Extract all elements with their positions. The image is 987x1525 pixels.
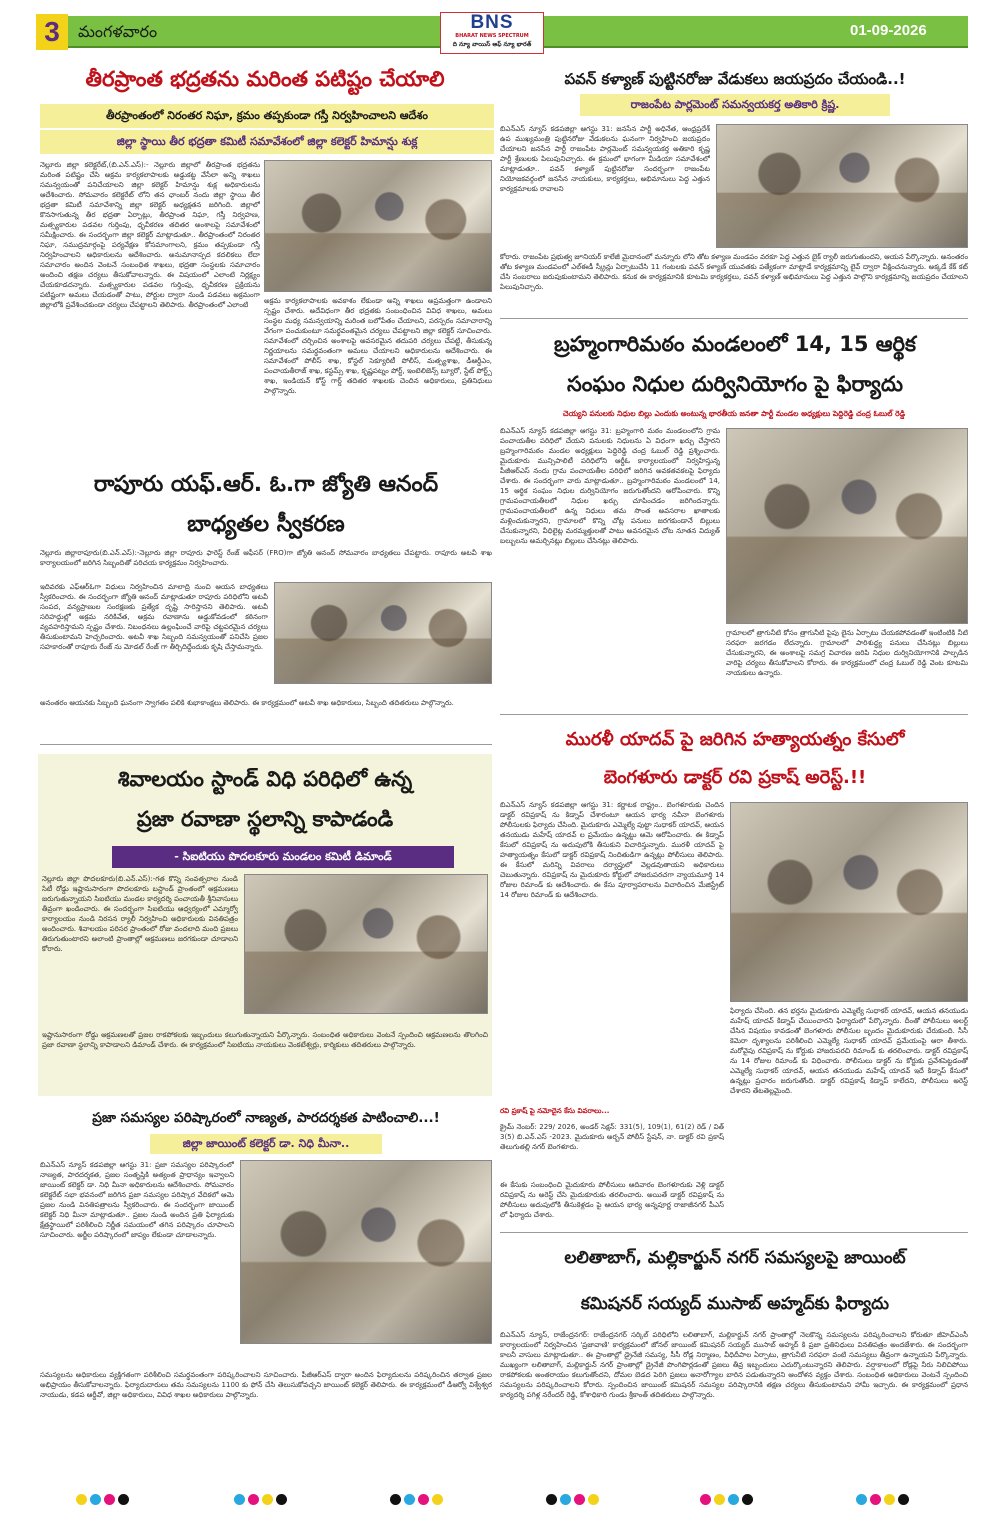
coastal-headline: తీరప్రాంత భద్రతను మరింత పటిష్టం చేయాలి bbox=[85, 67, 445, 91]
coastal-col1: నెల్లూరు జిల్లా కలెక్టరేట్,(బి.ఎన్.ఎస్):- నెల్లూరు జిల్లాలో తీరప్రాంత భద్రతను మరింత పటిష్టం చేసి అక్రమ కార్యకలాపాలకు అడ్డుకట్ట వేసేలా అన్ని శాఖలు సమన్వయంతో పనిచేయాలని జిల్లా కలెక్టర్ హిమాన్షు శుక్ల అధికారులను ఆదేశించారు. సోమవారం కలెక్టరేట్ లోని తన ఛాంబర్ నందు జిల్లా స్థాయి తీర భద్రతా కమిటీ సమావేశాన్ని జిల్లా కలెక్టర్ అధ్యక్షతన జరిగింది. జిల్లాలో కొనసాగుతున్న తీర భద్రతా ఏర్పాట్లు, తీరప్రాంత నిఘా, గస్తీ నిర్వహణ, మత్స్యకారుల పడవల గుర్తింపు, ధృవీకరణ తదితర అంశాలపై సమావేశంలో సమీక్షించారు. ఈ సందర్భంగా జిల్లా కలెక్టర్ మాట్లాడుతూ.. తీరప్రాంతంలో నిరంతర నిఘా, సముద్రమార్గంపై పర్యవేక్షణ కోసమాంగాలని, క్రమం తప్పకుండా గస్తీ నిర్వహించాలని అధికారులను ఆదేశించారు. అనుమానాస్పద కదలికలు లేదా సమాచారం అందిన వెంటనే సంబంధిత శాఖలు, భద్రతా సంస్థలకు సమాచారం అందించి తక్షణ చర్యలు తీసుకోవాలన్నారు. ఈ విషయంలో ఎలాంటి నిర్లక్ష్యం చేయకూడదన్నారు. మత్స్యకారుల పడవల గుర్తింపు, ధృవీకరణ ప్రక్రియను పటిష్టంగా అమలు చేయడంతో పాటు, పోర్టుల ద్వారా నుండి పడవలు అక్రమంగా జిల్లాలోకి ప్రవేశించకుండా చర్యలు చేపట్టాలని తెలిపారు. తీరప్రాంతంలో ఎలాంటి bbox=[40, 161, 260, 309]
murali-case-title: రవి ప్రకాష్ పై నమోదైన కేసు వివరాలు... bbox=[500, 1107, 610, 1115]
coastal-subhead-2: జిల్లా స్థాయి తీర భద్రతా కమిటీ సమావేశంలో జిల్లా కలెక్టర్ హిమాన్షు శుక్ల bbox=[40, 130, 494, 154]
sivalayam-protest-photo bbox=[244, 874, 488, 1014]
murali-headline-2: బెంగళూరు డాక్టర్ రవి ప్రకాష్ అరెస్ట్.!! bbox=[603, 767, 867, 788]
sivalayam-col1: నెల్లూరు జిల్లా పొదలకూరు(బి.ఎన్.ఎస్):-గత కొన్ని సంవత్సరాల నుండి సిటీ రోడ్డు ఇష్టానుసారంగా పొదలకూరు బస్టాండ్ ప్రాంతంలో ఆక్రమణలు జరుగుతున్నాయని సిఐటియు మండల కార్యదర్శి పంచాయతీ శ్రీనివాసులు తీవ్రంగా ఖండించారు. ఈ సందర్భంగా సిఐటియు ఆధ్వర్యంలో ఎమ్మార్వో కార్యాలయం నుండి నిరసన ర్యాలీ నిర్వహించి అధికారులకు వినతిపత్రం అందించారు. శివాలయం పరిసర ప్రాంతంలో రోజు వందలాది మంది ప్రజలు తిరుగుతుంటారని అలాంటి ప్రాంతాల్లో ఆక్రమణలు జరగకుండా చూడాలని కోరారు. bbox=[42, 875, 238, 953]
grievance-subhead: జిల్లా జాయింట్ కలెక్టర్ డా. నిధి మీనా.. bbox=[150, 1134, 382, 1154]
rapur-col1: ఇదివరకు ఎఫ్ఆర్ఓగా విధులు నిర్వహించిన మాలాద్రి నుంచి ఆయన బాధ్యతలు స్వీకరించారు. ఈ సందర్భంగా జ్యోతి ఆనంద్ మాట్లాడుతూ రాపూరు పరిధిలోని అటవీ సంపద, వన్యప్రాణుల సంరక్షణకు ప్రత్యేక దృష్టి సారిస్తానని తెలిపారు. అటవీ సరిహద్దుల్లో అక్రమ నరికివేత, అక్రమ రవాణాను అడ్డుకోవడంలో కఠినంగా వ్యవహరిస్తామని స్పష్టం చేశారు. నిబంధనలు ఉల్లంఘించే వారిపై చట్టపరమైన చర్యలు తీసుకుంటామని హెచ్చరించారు. అటవీ శాఖ సిబ్బంది సమన్వయంతో పనిచేసి ప్రజల సహకారంతో రాపూరు రేంజ్ ను మోడల్ రేంజ్ గా తీర్చిదిద్దేందుకు కృషి చేస్తామన్నారు. bbox=[40, 583, 268, 651]
coastal-meeting-photo bbox=[264, 160, 492, 292]
rapur-headline-1: రాపూరు యఫ్.ఆర్. ఓ.గా జ్యోతి ఆనంద్ bbox=[93, 472, 439, 497]
rapur-intro: నెల్లూరు జిల్లారాపూరు(బి.ఎన్.ఎస్):-నెల్లూరు జిల్లా రాపూరు ఫారెస్ట్ రేంజ్ ఆఫీసర్ (FRO)గా జ్యోతి ఆనంద్ సోమవారం బాధ్యతలు చేపట్టారు. రాపూరు అటవీ శాఖ కార్యాలయంలో జరిగిన సిబ్బందితో పరిచయ కార్యక్రమం నిర్వహించారు. bbox=[40, 549, 492, 567]
brahmam-col1: బిఎన్ఎస్ న్యూస్ కడపజిల్లా ఆగస్టు 31: బ్రహ్మంగారి మఠం మండలంలోని గ్రామ పంచాయతీల పరిధిలో చేయని పనులకు నిధులను ఏ విధంగా ఖర్చు చేస్తారని బ్రహ్మంగారిమఠం మండల అధ్యక్షులు పెద్దిరెడ్డి చంద్ర ఓబుల్ రెడ్డి ప్రశ్నించారు. మైదుకూరు మున్సిపాలిటీ పరిధిలోని ఆర్డీఓ కార్యాలయంలో నిర్వహిస్తున్న పీజీఆర్ఎస్ నందు గ్రామ పంచాయతీల పరిధిలో జరిగిన అవకతవకలపై ఫిర్యాదు చేశారు. ఈ సందర్భంగా వారు మాట్లాడుతూ.. బ్రహ్మంగారిమఠం మండలంలో 14, 15 ఆర్థిక సంఘం నిధుల దుర్వినియోగం జరుగుతోందని ఆరోపించారు. కొన్ని గ్రామపంచాయతీలలో నిధుల ఖర్చు చూపించడం జరిగిందన్నారు. గ్రామపంచాయతీలలో ఉన్న నిధులు తమ సొంత అవసరాల ఖాతాలకు మళ్లించుకున్నారని, గ్రామాలలో కొన్ని చోట్ల పనులు జరగకుండానే బిల్లులు చేసుకున్నారని, వీధిలైట్ల మరమ్మత్తులతో పాటు అవసరమైన చోట నూతన విద్యుత్ బల్బులను అమర్చినట్లు బిల్లులు చేసినట్లు తెలిపారు. bbox=[500, 427, 720, 545]
pawan-col1: బిఎన్ఎస్ న్యూస్ కడపజిల్లా ఆగస్టు 31: జనసేన పార్టీ అధినేత, ఆంధ్రప్రదేశ్ ఉప ముఖ్యమంత్రి పుట్టినరోజు వేడుకలను ఘనంగా నిర్వహించి జయప్రదం చేయాలని జనసేన పార్టీ రాజంపేట పార్లమెంట్ సమన్వయకర్త అతికారి కృష్ణ పార్టీ శ్రేణులకు పిలుపునిచ్చారు. ఈ క్రమంలో భాగంగా మీడియా సమావేశంలో మాట్లాడుతూ.. పవన్ కళ్యాణ్ పుట్టినరోజు సందర్భంగా రాజంపేట నియోజకవర్గంలో జనసేన నాయకులు, కార్యకర్తలు, అభిమానులు పెద్ద ఎత్తున కార్యక్రమాలకు రావాలని bbox=[500, 125, 710, 193]
grievance-full: సమస్యలను అధికారులు వ్యక్తిగతంగా పరిశీలించి సమర్థవంతంగా పరిష్కరించాలని సూచించారు. పీజీఆర్ఎస్ ద్వారా అందిన ఫిర్యాదులను పరిష్కరించిన తర్వాత ప్రజల అభిప్రాయం తీసుకోవాలన్నారు. ఫిర్యాదుదారులు తమ సమస్యలను 1100 కు ఫోన్ చేసి తెలుసుకోవచ్చని జాయింట్ కలెక్టర్ తెలిపారు. ఈ కార్యక్రమంలో డీఆర్వో విశ్వేశ్వర నాయుడు, కడప ఆర్డీవో, జిల్లా అధికారులు, వివిధ శాఖల అధికారులు పాల్గొన్నారు. bbox=[40, 1371, 492, 1399]
grievance-headline: ప్రజా సమస్యల పరిష్కారంలో నాణ్యత, పారదర్శకత పాటించాలి...! bbox=[92, 1110, 440, 1126]
page-number: 3 bbox=[36, 14, 68, 50]
murali-case-body: క్రైమ్ నెంబర్: 229/ 2026, అండర్ సెక్షన్: 331(5), 109(1), 61(2) రెడ్ / విత్ 3(5) బి.ఎన్.ఎస్ -2023. మైదుకూరు అర్బన్ పోలీస్ స్టేషన్, నా. డాక్టర్ రవి ప్రకాష్ తెలుగుతల్లి నగర్ బెంగళూరు. bbox=[500, 1123, 724, 1151]
sivalayam-subhead: - సిఐటియు పొదలకూరు మండలం కమిటీ డిమాండ్ bbox=[112, 846, 454, 868]
sivalayam-headline-2: ప్రజా రవాణా స్థలాన్ని కాపాడండి bbox=[136, 807, 394, 831]
coastal-col2: అక్రమ కార్యకలాపాలకు అవకాశం లేకుండా అన్ని శాఖలు అప్రమత్తంగా ఉండాలని స్పష్టం చేశారు. అదేవిధంగా తీర భద్రతకు సంబంధించిన వివిధ శాఖలు, అమలు సంస్థల మధ్య సమన్వయాన్ని మరింత బలోపేతం చేయాలని, పరస్పరం సమాచారాన్ని వేగంగా పంచుకుంటూ సమర్థవంతమైన చర్యలు చేపట్టాలని జిల్లా కలెక్టర్ సూచించారు. సమావేశంలో చర్చించిన అంశాలపై అవసరమైన తదుపరి చర్యలు చేపట్టి, తీసుకున్న నిర్ణయాలను సమర్థవంతంగా అమలు చేయాలని అధికారులను ఆదేశించారు. ఈ సమావేశంలో పోలీస్ శాఖ, కోస్టల్ సెక్యూరిటీ పోలీస్, మత్స్యశాఖ, డీఆర్డీఎం, పంచాయతీరాజ్ శాఖ, కస్టమ్స్ శాఖ, కృష్ణపట్నం పోర్ట్, ఇంటెలిజెన్స్ బ్యూరో, స్టేట్ పోర్ట్స్ శాఖ, ఇండియన్ కోస్ట్ గార్డ్ తదితర శాఖలకు చెందిన అధికారులు, ప్రతినిధులు పాల్గొన్నారు. bbox=[264, 297, 492, 395]
rapur-full: అనంతరం ఆయనకు సిబ్బంది ఘనంగా స్వాగతం పలికి శుభాకాంక్షలు తెలిపారు. ఈ కార్యక్రమంలో అటవీ శాఖ అధికారులు, సిబ్బంది తదితరులు పాల్గొన్నారు. bbox=[40, 699, 454, 707]
sivalayam-full: ఇష్టానుసారంగా రోడ్డు ఆక్రమణలతో ప్రజల రాకపోకలకు ఇబ్బందులు కలుగుతున్నాయని పేర్కొన్నారు. సంబంధిత అధికారులు వెంటనే స్పందించి ఆక్రమణలను తొలగించి ప్రజా రవాణా స్థలాన్ని కాపాడాలని డిమాండ్ చేశారు. ఈ కార్యక్రమంలో సిఐటియు నాయకులు వెంకటేశ్వర్లు, కార్మికులు తదితరులు పాల్గొన్నారు. bbox=[42, 1031, 488, 1049]
lalitha-headline-2: కమిషనర్ సయ్యద్ ముసాబ్ అహ్మద్‌కు ఫిర్యాదు bbox=[580, 1294, 890, 1314]
pawan-press-photo bbox=[716, 124, 968, 248]
logo-subtitle: BHARAT NEWS SPECTRUM bbox=[455, 33, 529, 39]
brahmam-full: గ్రామాలలో త్రాగునీటి కోసం త్రాగునీటి పైపు లైను ఏర్పాటు చేయకపోవడంతో ఇంటింటికి నీటి సరఫరా జరగడం లేదన్నారు. గ్రామాలలో పారిశుద్ధ్య పనులు చేసినట్లు బిల్లులు చేసుకున్నారని, ఈ అంశాలపై సమగ్ర విచారణ జరిపి నిధుల దుర్వినియోగానికి పాల్పడిన వారిపై చర్యలు తీసుకోవాలని కోరారు. ఈ కార్యక్రమంలో చంద్ర ఓబుల్ రెడ్డి వెంట కూటమి నాయకులు ఉన్నారు. bbox=[726, 629, 968, 677]
coastal-subhead-1: తీరప్రాంతంలో నిరంతర నిఘా, క్రమం తప్పకుండా గస్తీ నిర్వహించాలని ఆదేశం bbox=[40, 104, 494, 128]
rapur-divider bbox=[40, 744, 492, 745]
brahmam-subhead: చెయ్యని పనులకు నిధుల బిల్లు ఎందుకు అంటున్న భారతీయ జనతా పార్టీ మండల అధ్యక్షులు పెద్దిరెడ్డి చంద్ర ఓబుల్ రెడ్డి bbox=[562, 409, 906, 418]
brahmam-headline-2: సంఘం నిధుల దుర్వినియోగం పై ఫిర్యాదు bbox=[566, 372, 903, 396]
pawan-full: కోరారు. రాజంపేట ప్రభుత్వ జూనియర్ కాలేజీ మైదానంలో మన్నూరు లోని తోట కళ్యాణ మండపం వరకూ పెద్ద ఎత్తున బైక్ ర్యాలీ జరుగుతుందని, ఆయన పేర్కొన్నారు. అనంతరం తోట కళ్యాణ మండపంలో ఎల్ఈడీ స్క్రీన్లు ఏర్పాటుచేసి 11 గంటలకు పవన్ కళ్యాణ్ యువతకు పత్యేకంగా మాట్లాడే కార్యక్రమాన్ని లైవ్ ద్వారా వీక్షించనున్నారు. అక్కడే కేక్ కట్ చేసి సంబరాలు జరుపుకుంటామని తెలిపారు. కనుక ఈ కార్యక్రమానికి కూటమి కార్యకర్తలు, పవన్ కళ్యాణ్ అభిమానులు పెద్ద ఎత్తున పాల్గొని కార్యక్రమాన్ని జయప్రదం చేయాలని పిలుపునిచ్చారు. bbox=[500, 253, 968, 291]
pawan-headline: పవన్ కళ్యాణ్ పుట్టినరోజు వేడుకలు జయప్రదం చేయండి..! bbox=[564, 70, 906, 88]
pawan-divider bbox=[500, 318, 968, 319]
rapur-officer-photo bbox=[274, 582, 492, 684]
murali-headline-1: మురళీ యాదవ్ పై జరిగిన హత్యాయత్నం కేసులో bbox=[565, 729, 905, 750]
lalitha-headline-1: లలితాబాగ్, మల్లికార్జున్ నగర్ సమస్యలపై జాయింట్ bbox=[564, 1248, 906, 1268]
brahmam-headline-1: బ్రహ్మంగారిమఠం మండలంలో 14, 15 ఆర్థిక bbox=[554, 332, 916, 356]
pawan-subhead: రాజంపేట పార్లమెంట్ సమన్వయకర్త అతికారి క్రిష్ణ. bbox=[580, 94, 890, 116]
lalitha-full: బిఎన్ఎస్ న్యూస్, రాజేంద్రనగర్: రాజేంద్రనగర్ సర్కిల్ పరిధిలోని లలితాబాగ్, మల్లికార్జున్ నగర్ ప్రాంతాల్లో నెలకొన్న సమస్యలను పరిష్కరించాలని కోరుతూ జీహెచ్ఎంసీ కార్యాలయంలో నిర్వహించిన 'ప్రజావాణి' కార్యక్రమంలో జోనల్ జాయింట్ కమిషనర్ సయ్యద్ ముసాబ్ అహ్మద్ కి ప్రజా ప్రతినిధులు వినతిపత్రం అందజేశారు. ఈ సందర్భంగా కాలనీ వాసులు మాట్లాడుతూ.. ఈ ప్రాంతాల్లో డ్రైనేజీ సమస్య, సీసీ రోడ్ల నిర్మాణం, వీధిదీపాల ఏర్పాటు, త్రాగునీటి సరఫరా వంటి సమస్యలు తీవ్రంగా ఉన్నాయని పేర్కొన్నారు. ముఖ్యంగా లలితాబాగ్, మల్లికార్జున్ నగర్ ప్రాంతాల్లో డ్రైనేజీ పొంగిపొర్లడంతో ప్రజలు తీవ్ర ఇబ్బందులు ఎదుర్కొంటున్నారని తెలిపారు. వర్షాకాలంలో రోడ్లపై నీరు నిలిచిపోయి రాకపోకలకు అంతరాయం కలుగుతోందని, దోమల బెడద పెరిగి ప్రజలు అనారోగ్యాల బారిన పడుతున్నారని ఆందోళన వ్యక్తం చేశారు. సంబంధిత అధికారులు వెంటనే స్పందించి సమస్యలను పరిష్కరించాలని కోరారు. స్పందించిన జాయింట్ కమిషనర్ సమస్యల పరిష్కారానికి తక్షణ చర్యలు తీసుకుంటామని హామీ ఇచ్చారు. ఈ కార్యక్రమంలో ప్రధాన కార్యదర్శి పగిళ్ల నరేందర్ రెడ్డి, కోశాధికారి గుండు శ్రీకాంత్ తదితరులు పాల్గొన్నారు. bbox=[500, 1331, 968, 1399]
grievance-meeting-photo bbox=[240, 1160, 492, 1344]
murali-col1: బిఎన్ఎస్ న్యూస్ కడపజిల్లా ఆగస్టు 31: కర్ణాటక రాష్ట్రం.. బెంగళూరుకు చెందిన డాక్టర్ రవిప్రకాష్ ను కిడ్నాప్ చేశారంటూ ఆయన భార్య నవీనా బెంగళూరు పోలీసులకు ఫిర్యాదు చేసింది. మైదుకూరు ఎమ్మెల్యే పుట్టా సుధాకర్ యాదవ్, ఆయన తనయుడు మహేష్ యాదవ్ ల ప్రమేయం ఉన్నట్టు ఆమె ఆరోపించారు. ఈ కిడ్నాప్ కేసులో రవిప్రకాష్ ను అదుపులోకి తీసుకుని విచారిస్తున్నారు. మురళీ యాదవ్ పై హత్యాయత్నం కేసులో డాక్టర్ రవిప్రకాష్ నిందితుడిగా ఉన్నట్లు పోలీసులు తెలిపారు. ఈ కేసులో మరిన్ని వివరాలు దర్యాప్తులో వెల్లడవుతాయని అధికారులు చెబుతున్నారు. రవిప్రకాష్ ను మైదుకూరు కోర్టులో హాజరుపరచగా న్యాయమూర్తి 14 రోజుల రిమాండ్ కు ఆదేశించారు. ఈ కేసు పూర్వాపరాలను విచారించిన మేజిస్ట్రేట్ 14 రోజుల రిమాండ్ కు ఆదేశించారు. bbox=[500, 801, 724, 899]
grievance-col1: బిఎన్ఎస్ న్యూస్ కడపజిల్లా ఆగస్టు 31: ప్రజా సమస్యల పరిష్కారంలో నాణ్యత, పారదర్శకత, ప్రజల సంతృప్తికి అత్యంత ప్రాధాన్యం ఇవ్వాలని జాయింట్ కలెక్టర్ డా. నిధి మీనా అధికారులను ఆదేశించారు. సోమవారం కలెక్టరేట్ సభా భవనంలో జరిగిన ప్రజా సమస్యల పరిష్కార వేదికలో ఆమె ప్రజల నుండి వినతిపత్రాలను స్వీకరించారు. ఈ సందర్భంగా జాయింట్ కలెక్టర్ నిధి మీనా మాట్లాడుతూ.. ప్రజల నుండి అందిన ప్రతి ఫిర్యాదుకు క్షేత్రస్థాయిలో పరిశీలించి నిర్ణీత సమయంలో తగిన పరిష్కారం చూపాలని సూచించారు. అర్జీల పరిష్కారంలో జాప్యం లేకుండా చూడాలన్నారు. bbox=[40, 1161, 234, 1239]
sivalayam-headline-1: శివాలయం స్టాండ్ విధి పరిధిలో ఉన్న bbox=[117, 767, 413, 791]
logo-tagline: ది న్యూ వాయిస్ ఆఫ్ న్యూ భారత్ bbox=[452, 41, 532, 48]
logo-text: BNS bbox=[470, 12, 514, 33]
brahmam-divider bbox=[500, 714, 968, 715]
murali-col1b: ఈ కేసుకు సంబంధించి మైదుకూరు పోలీసులు ఆదివారం బెంగళూరుకు వెళ్లి డాక్టర్ రవిప్రకాష్ ను అరెస్ట్ చేసి మైదుకూరుకు తరలించారు. అయితే డాక్టర్ రవిప్రకాష్ ను పోలీసులు అదుపులోకి తీసుకెళ్లడం పై ఆయన భార్య అన్నపూర్ణ రాజాజీనగర్ పీఎస్ లో ఫిర్యాదు చేశారు. bbox=[500, 1181, 724, 1219]
murali-divider bbox=[500, 1232, 968, 1233]
masthead-logo bbox=[440, 12, 544, 54]
brahmam-complaint-photo bbox=[726, 428, 968, 624]
murali-col2: ఫిర్యాదు చేసింది. తన భర్తను మైదుకూరు ఎమ్మెల్యే సుధాకర్ యాదవ్, ఆయన తనయుడు మహేష్ యాదవ్ కిడ్నాప్ చేయించారని ఫిర్యాదులో పేర్కొన్నారు. దీంతో పోలీసులు అలర్ట్ చేసిన విషయం కావడంతో బెంగళూరు పోలీసుల బృందం మైదుకూరుకు చేరుకుంది. సీసీ కెమెరా దృశ్యాలను పరిశీలించి ఎమ్మెల్యే సుధాకర్ యాదవ్ ప్రమేయంపై ఆరా తీశారు. మరోవైపు రవిప్రకాష్ ను కోర్టుకు హాజరుపరచి రిమాండ్ కు తరలించారు. డాక్టర్ రవిప్రకాష్ ను 14 రోజుల రిమాండ్ కు విధించారు. పోలీసులు డాక్టర్ ను కోర్టుకు ప్రవేశపెట్టడంతో ఎమ్మెల్యే సుధాకర్ యాదవ్, ఆయన తనయుడు మహేష్ యాదవ్ ఇదే కిడ్నాప్ కేసులో ఉన్నట్లు ప్రచారం జరుగుతోంది. డాక్టర్ రవిప్రకాష్ కిడ్నాప్ కాలేదని, పోలీసులు అరెస్ట్ చేశారని తేటతెల్లమైంది. bbox=[730, 1007, 968, 1095]
rapur-headline-2: బాధ్యతల స్వీకరణ bbox=[187, 512, 345, 537]
murali-arrest-photo bbox=[730, 802, 968, 1002]
registration-marks bbox=[0, 1490, 987, 1520]
day-label: మంగళవారం bbox=[78, 22, 158, 41]
issue-date: 01-09-2026 bbox=[850, 22, 927, 39]
